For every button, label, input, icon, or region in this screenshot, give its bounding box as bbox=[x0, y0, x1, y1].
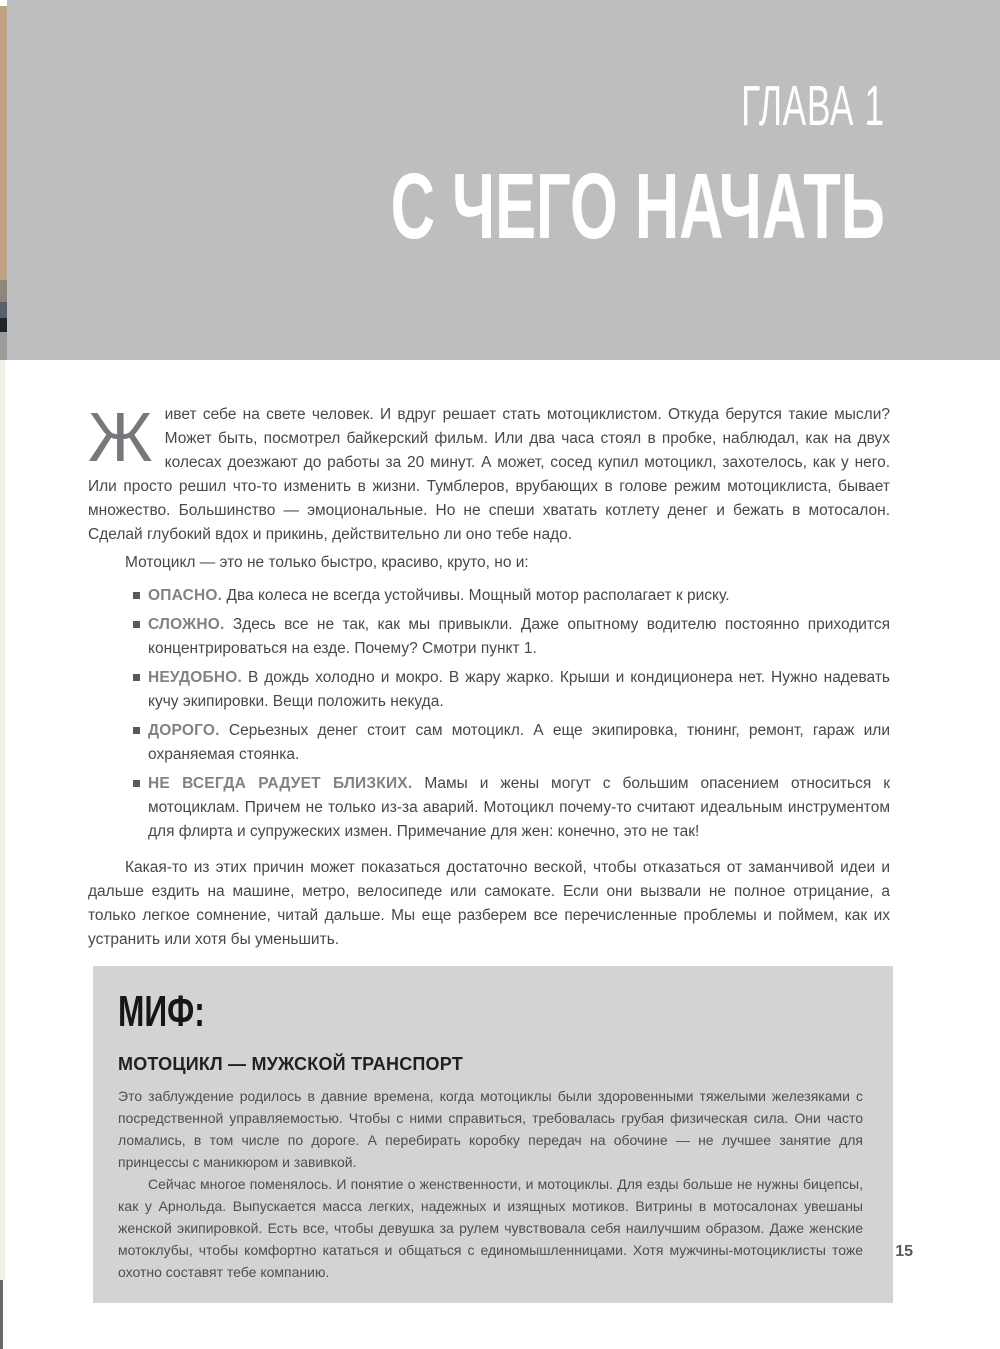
square-bullet-icon bbox=[133, 592, 140, 599]
list-item bbox=[88, 719, 890, 767]
list-item-lead: ДОРОГО. bbox=[148, 722, 220, 739]
list-item-lead: НЕУДОБНО. bbox=[148, 669, 242, 686]
scan-edge-segment bbox=[0, 318, 7, 332]
opening-paragraph bbox=[88, 398, 890, 547]
list-item-lead: НЕ ВСЕГДА РАДУЕТ БЛИЗКИХ. bbox=[148, 775, 413, 792]
square-bullet-icon bbox=[133, 621, 140, 628]
opening-paragraph-text: ивет себе на свете человек. И вдруг решает стать мотоциклистом. Откуда берутся такие мысли? Может быть, посмотрел байкерский фильм. Или два часа стоял в пробке, наблюдал, как на двух колесах доезжают до работы за 20 минут. А может, сосед купил мотоцикл, захотелось, как у него. Или просто решил что-то изменить в жизни. Тумблеров, врубающих в голове режим мотоциклиста, бывает множество. Большинство — эмоциональные. Но не спеши хватать котлету денег и бежать в мотосалон. Сделай глубокий вдох и прикинь, действительно ли оно тебе надо. bbox=[88, 406, 890, 543]
body-text-column bbox=[88, 398, 890, 1303]
scan-edge-segment bbox=[0, 6, 7, 280]
square-bullet-icon bbox=[133, 780, 140, 787]
list-item-lead: СЛОЖНО. bbox=[148, 616, 225, 633]
list-item-text: Мамы и жены могут с большим опасением относиться к мотоциклам. Причем не только из-за аварий. Мотоцикл почему-то считают идеальным инструментом для флирта и супружеских измен. Примечание для жен: конечно, это не так! bbox=[148, 775, 890, 840]
list-item-text: Два колеса не всегда устойчивы. Мощный мотор располагает к риску. bbox=[226, 587, 730, 604]
scan-edge-artifact bbox=[0, 0, 7, 1349]
drawbacks-list bbox=[88, 584, 890, 844]
list-item bbox=[88, 584, 890, 608]
list-item-lead: ОПАСНО. bbox=[148, 587, 223, 604]
myth-label: МИФ: bbox=[118, 987, 205, 1036]
list-item bbox=[88, 613, 890, 661]
scan-edge-segment bbox=[0, 1280, 3, 1349]
myth-paragraph: Сейчас многое поменялось. И понятие о женственности, и мотоциклы. Для езды больше не нужны бицепсы, как у Арнольда. Выпускается масса легких, надежных и изящных мотиков. Витрины в мотосалонах увешаны женской экипировкой. Есть все, чтобы девушка за рулем чувствовала себя наилучшим образом. Даже женские мотоклубы, чтобы комфортно кататься и общаться с единомышленницами. Хотя мужчины-мотоциклисты тоже охотно составят тебе компанию. bbox=[118, 1176, 863, 1280]
scan-edge-segment bbox=[0, 280, 7, 302]
square-bullet-icon bbox=[133, 674, 140, 681]
list-item bbox=[88, 772, 890, 844]
list-item-text: Серьезных денег стоит сам мотоцикл. А еще экипировка, тюнинг, ремонт, гараж или охраняемая стоянка. bbox=[148, 722, 890, 763]
scan-edge-segment bbox=[0, 332, 7, 360]
myth-paragraph: Это заблуждение родилось в давние времена, когда мотоциклы были здоровенными тяжелыми железяками с посредственной управляемостью. Чтобы с ними справиться, требовалась грубая физическая сила. Они часто ломались, в том числе по дороге. А перебирать коробку передач на обочине — не лучшее занятие для принцессы с маникюром и завивкой. bbox=[118, 1088, 863, 1170]
scan-edge-segment bbox=[0, 360, 5, 1280]
list-item bbox=[88, 666, 890, 714]
closing-paragraph: Какая-то из этих причин может показаться достаточно веской, чтобы отказаться от заманчивой идеи и дальше ездить на машине, метро, велосипеде или самокате. Если они вызвали не полное отрицание, а только легкое сомнение, читай дальше. Мы еще разберем все перечисленные проблемы и поймем, как их устранить или хотя бы уменьшить. bbox=[88, 859, 890, 948]
list-item-text: В дождь холодно и мокро. В жару жарко. Крыши и кондиционера нет. Нужно надевать кучу экипировки. Вещи положить некуда. bbox=[148, 669, 890, 710]
myth-callout-box bbox=[93, 966, 893, 1303]
page-number: 15 bbox=[895, 1243, 913, 1260]
chapter-title: С ЧЕГО НАЧАТЬ bbox=[390, 154, 885, 258]
list-item-text: Здесь все не так, как мы привыкли. Даже опытному водителю постоянно приходится концентрироваться на езде. Почему? Смотри пункт 1. bbox=[148, 616, 890, 657]
square-bullet-icon bbox=[133, 727, 140, 734]
chapter-label: ГЛАВА 1 bbox=[741, 74, 885, 138]
chapter-header-band bbox=[7, 0, 1000, 360]
myth-heading: МОТОЦИКЛ — МУЖСКОЙ ТРАНСПОРТ bbox=[118, 1054, 463, 1074]
list-intro-line: Мотоцикл — это не только быстро, красиво, круто, но и: bbox=[125, 554, 529, 571]
dropcap-letter: Ж bbox=[88, 398, 153, 476]
scan-edge-segment bbox=[0, 302, 7, 318]
